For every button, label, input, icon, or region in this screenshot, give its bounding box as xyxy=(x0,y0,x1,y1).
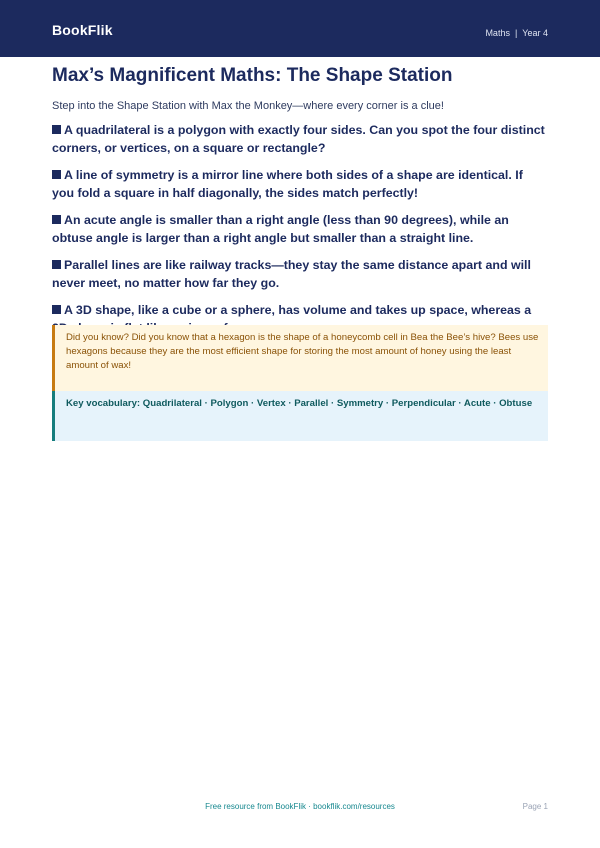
page-number: Page 1 xyxy=(522,802,548,811)
meta-separator: | xyxy=(514,28,518,38)
year-label: Year 4 xyxy=(522,28,548,38)
square-bullet-icon xyxy=(52,215,61,224)
subject-label: Maths xyxy=(485,28,510,38)
did-you-know-callout: Did you know? Did you know that a hexagon is the shape of a honeycomb cell in Bea the Bee’s hive? Bees use hexagons because they are the most efficient shape for storing the most amount of honey using the least amount of wax! xyxy=(52,325,548,391)
brand-logo[interactable]: BookFlik xyxy=(52,22,113,38)
fact-text: A line of symmetry is a mirror line where both sides of a shape are identical. If you fold a square in half diagonally, the sides match perfectly! xyxy=(52,168,523,200)
square-bullet-icon xyxy=(52,125,61,134)
fact-text: An acute angle is smaller than a right angle (less than 90 degrees), while an obtuse angle is larger than a right angle but smaller than a straight line. xyxy=(52,213,509,245)
header-meta xyxy=(485,28,548,38)
key-vocabulary-box: Key vocabulary: Quadrilateral · Polygon · Vertex · Parallel · Symmetry · Perpendicular · Acute · Obtuse xyxy=(52,391,548,441)
square-bullet-icon xyxy=(52,170,61,179)
facts-list xyxy=(52,122,548,347)
fact-item xyxy=(52,212,548,247)
page-title: Max’s Magnificent Maths: The Shape Station xyxy=(52,65,453,86)
intro-text: Step into the Shape Station with Max the Monkey—where every corner is a clue! xyxy=(52,100,444,112)
header-bar xyxy=(0,0,600,57)
fact-item xyxy=(52,257,548,292)
fact-item xyxy=(52,122,548,157)
footer-text[interactable]: Free resource from BookFlik · bookflik.com/resources xyxy=(205,802,395,811)
square-bullet-icon xyxy=(52,305,61,314)
fact-text: A quadrilateral is a polygon with exactly four sides. Can you spot the four distinct corners, or vertices, on a square or rectangle? xyxy=(52,123,545,155)
square-bullet-icon xyxy=(52,260,61,269)
fact-item xyxy=(52,167,548,202)
fact-text: A 3D shape, like a cube or a sphere, has volume and takes up space, whereas a xyxy=(64,303,532,317)
fact-text: Parallel lines are like railway tracks—they stay the same distance apart and will never meet, no matter how far they go. xyxy=(52,258,531,290)
